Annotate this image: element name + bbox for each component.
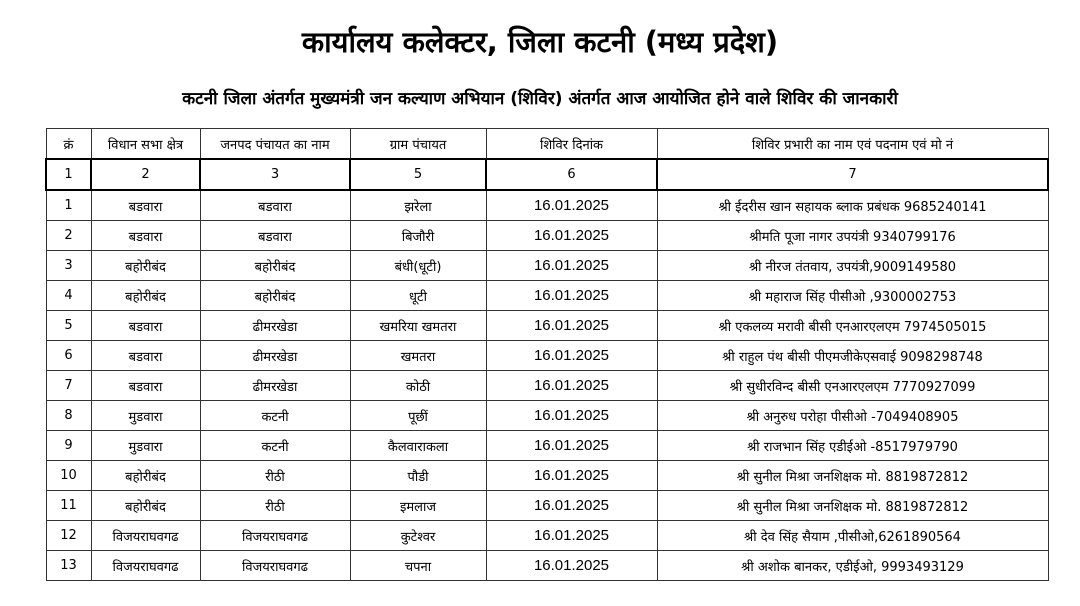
column-number: 2: [91, 159, 200, 190]
cell-serial: 7: [46, 371, 91, 401]
cell-gram-panchayat: बिजौरी: [350, 221, 486, 251]
table-row: [46, 431, 1048, 461]
cell-serial: 12: [46, 521, 91, 551]
cell-gram-panchayat: इमलाज: [350, 491, 486, 521]
cell-janpad: विजयराघवगढ: [200, 521, 350, 551]
table-row: [46, 401, 1048, 431]
cell-serial: 6: [46, 341, 91, 371]
table-row: [46, 371, 1048, 401]
cell-janpad: रीठी: [200, 461, 350, 491]
cell-camp-date: 16.01.2025: [486, 431, 657, 461]
column-header-assembly: विधान सभा क्षेत्र: [91, 129, 200, 160]
cell-janpad: बहोरीबंद: [200, 281, 350, 311]
cell-in-charge: श्री सुधीरविन्द बीसी एनआरएलएम 7770927099: [657, 371, 1048, 401]
column-header-serial: क्रं: [46, 129, 91, 160]
cell-janpad: ढीमरखेडा: [200, 311, 350, 341]
cell-serial: 1: [46, 190, 91, 221]
column-number: 6: [486, 159, 657, 190]
cell-gram-panchayat: झरेला: [350, 190, 486, 221]
table-row: [46, 281, 1048, 311]
cell-in-charge: श्री देव सिंह सैयाम ,पीसीओ,6261890564: [657, 521, 1048, 551]
cell-camp-date: 16.01.2025: [486, 251, 657, 281]
table-row: [46, 221, 1048, 251]
cell-in-charge: श्री ईदरीस खान सहायक ब्लाक प्रबंधक 9685240141: [657, 190, 1048, 221]
column-number: 5: [350, 159, 486, 190]
column-header-in-charge: शिविर प्रभारी का नाम एवं पदनाम एवं मो नं: [657, 129, 1048, 160]
table-row: [46, 341, 1048, 371]
cell-serial: 3: [46, 251, 91, 281]
cell-janpad: बडवारा: [200, 190, 350, 221]
cell-janpad: कटनी: [200, 431, 350, 461]
cell-gram-panchayat: बंधी(धूटी): [350, 251, 486, 281]
cell-in-charge: श्री एकलव्य मरावी बीसी एनआरएलएम 7974505015: [657, 311, 1048, 341]
cell-janpad: रीठी: [200, 491, 350, 521]
cell-assembly: विजयराघवगढ: [91, 521, 200, 551]
cell-gram-panchayat: खमरिया खमतरा: [350, 311, 486, 341]
cell-camp-date: 16.01.2025: [486, 551, 657, 581]
cell-in-charge: श्री अनुरुध परोहा पीसीओ -7049408905: [657, 401, 1048, 431]
cell-serial: 11: [46, 491, 91, 521]
page-title: कार्यालय कलेक्टर, जिला कटनी (मध्य प्रदेश): [301, 25, 779, 59]
cell-assembly: बडवारा: [91, 221, 200, 251]
cell-in-charge: श्री राहुल पंथ बीसी पीएमजीकेएसवाई 9098298748: [657, 341, 1048, 371]
cell-gram-panchayat: कैलवाराकला: [350, 431, 486, 461]
cell-janpad: बहोरीबंद: [200, 251, 350, 281]
cell-serial: 13: [46, 551, 91, 581]
cell-camp-date: 16.01.2025: [486, 341, 657, 371]
table-header-row: [46, 129, 1048, 160]
cell-assembly: मुडवारा: [91, 401, 200, 431]
table-row: [46, 311, 1048, 341]
cell-gram-panchayat: पूछीं: [350, 401, 486, 431]
cell-assembly: बहोरीबंद: [91, 461, 200, 491]
cell-camp-date: 16.01.2025: [486, 491, 657, 521]
cell-gram-panchayat: कुटेश्वर: [350, 521, 486, 551]
cell-serial: 2: [46, 221, 91, 251]
cell-serial: 8: [46, 401, 91, 431]
column-header-gram-panchayat: ग्राम पंचायत: [350, 129, 486, 160]
cell-assembly: विजयराघवगढ: [91, 551, 200, 581]
cell-in-charge: श्री महाराज सिंह पीसीओ ,9300002753: [657, 281, 1048, 311]
cell-camp-date: 16.01.2025: [486, 521, 657, 551]
column-number: 1: [46, 159, 91, 190]
cell-assembly: बहोरीबंद: [91, 251, 200, 281]
cell-in-charge: श्री नीरज तंतवाय, उपयंत्री,9009149580: [657, 251, 1048, 281]
cell-assembly: बडवारा: [91, 371, 200, 401]
column-header-janpad: जनपद पंचायत का नाम: [200, 129, 350, 160]
cell-in-charge: श्री राजभान सिंह एडीईओ -8517979790: [657, 431, 1048, 461]
cell-assembly: बहोरीबंद: [91, 281, 200, 311]
camp-table: [45, 128, 1049, 581]
cell-janpad: ढीमरखेडा: [200, 371, 350, 401]
cell-serial: 9: [46, 431, 91, 461]
table-row: [46, 461, 1048, 491]
table-row: [46, 491, 1048, 521]
cell-in-charge: श्री अशोक बानकर, एडीईओ, 9993493129: [657, 551, 1048, 581]
table-row: [46, 521, 1048, 551]
cell-camp-date: 16.01.2025: [486, 190, 657, 221]
cell-assembly: बहोरीबंद: [91, 491, 200, 521]
cell-gram-panchayat: कोठी: [350, 371, 486, 401]
cell-camp-date: 16.01.2025: [486, 371, 657, 401]
cell-assembly: बडवारा: [91, 341, 200, 371]
cell-camp-date: 16.01.2025: [486, 281, 657, 311]
cell-in-charge: श्रीमति पूजा नागर उपयंत्री 9340799176: [657, 221, 1048, 251]
table-row: [46, 190, 1048, 221]
column-number-row: [46, 159, 1048, 190]
cell-gram-panchayat: चपना: [350, 551, 486, 581]
cell-serial: 5: [46, 311, 91, 341]
cell-serial: 4: [46, 281, 91, 311]
cell-gram-panchayat: खमतरा: [350, 341, 486, 371]
cell-janpad: बडवारा: [200, 221, 350, 251]
cell-in-charge: श्री सुनील मिश्रा जनशिक्षक मो. 8819872812: [657, 491, 1048, 521]
cell-assembly: मुडवारा: [91, 431, 200, 461]
cell-gram-panchayat: पौडी: [350, 461, 486, 491]
cell-gram-panchayat: धूटी: [350, 281, 486, 311]
cell-in-charge: श्री सुनील मिश्रा जनशिक्षक मो. 8819872812: [657, 461, 1048, 491]
cell-janpad: विजयराघवगढ: [200, 551, 350, 581]
cell-camp-date: 16.01.2025: [486, 401, 657, 431]
page-subtitle: कटनी जिला अंतर्गत मुख्यमंत्री जन कल्याण अभियान (शिविर) अंतर्गत आज आयोजित होने वाले शिविर की जानकारी: [182, 89, 898, 109]
cell-camp-date: 16.01.2025: [486, 221, 657, 251]
cell-janpad: कटनी: [200, 401, 350, 431]
column-header-camp-date: शिविर दिनांक: [486, 129, 657, 160]
column-number: 7: [657, 159, 1048, 190]
table-row: [46, 551, 1048, 581]
cell-camp-date: 16.01.2025: [486, 461, 657, 491]
cell-janpad: ढीमरखेडा: [200, 341, 350, 371]
cell-assembly: बडवारा: [91, 190, 200, 221]
table-row: [46, 251, 1048, 281]
cell-serial: 10: [46, 461, 91, 491]
column-number: 3: [200, 159, 350, 190]
cell-assembly: बडवारा: [91, 311, 200, 341]
cell-camp-date: 16.01.2025: [486, 311, 657, 341]
